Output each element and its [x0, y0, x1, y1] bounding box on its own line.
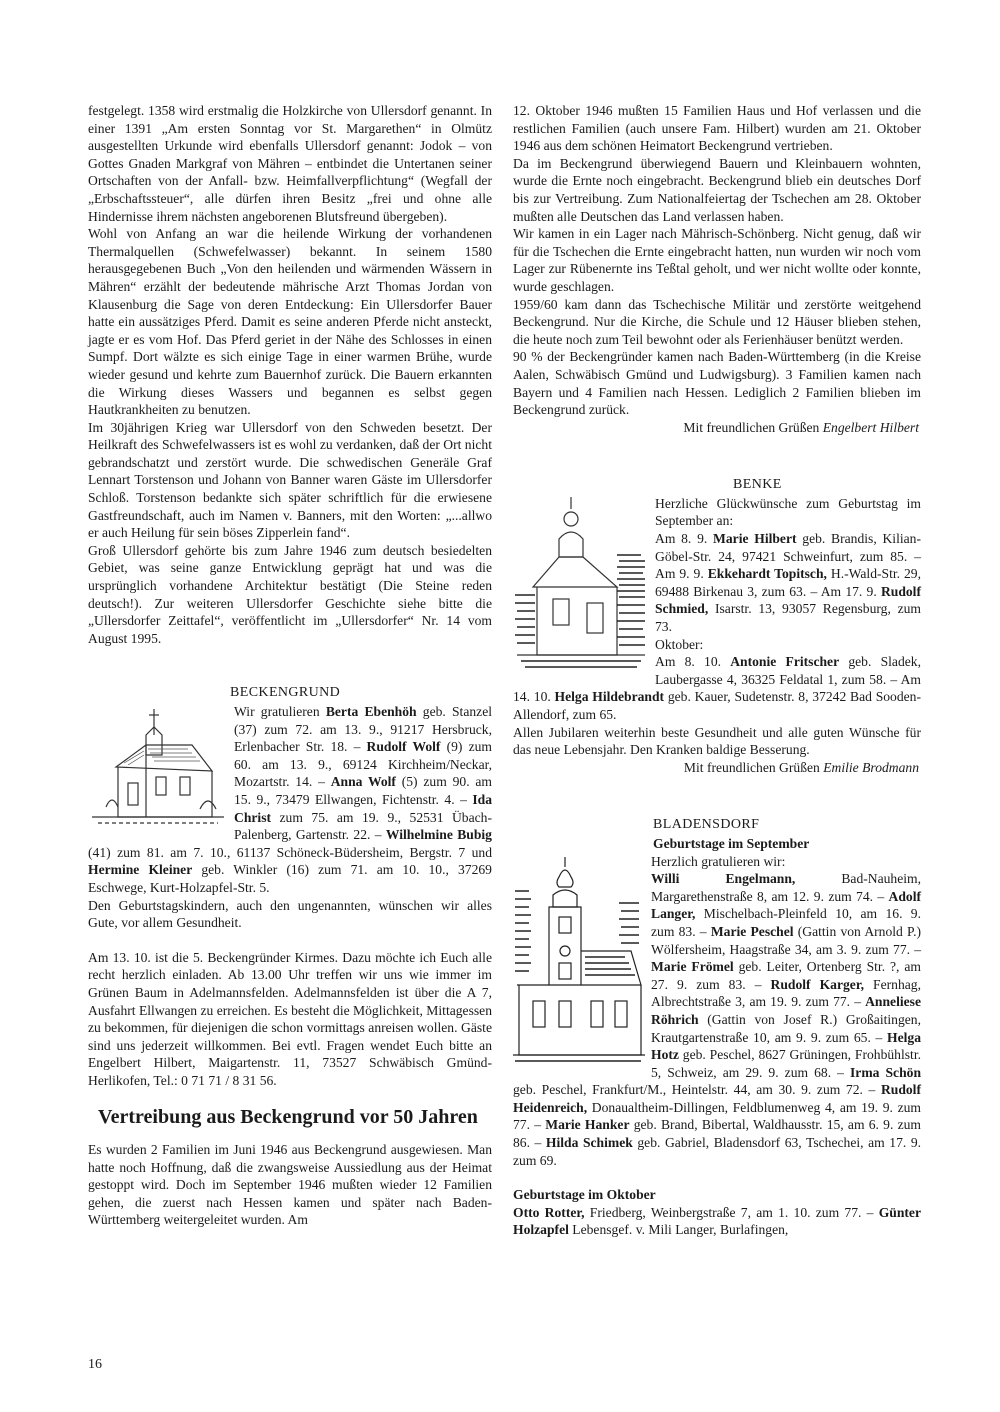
benke-october-label: Oktober: [655, 636, 704, 652]
person-name: Rudolf Wolf [366, 739, 441, 755]
benke-section [513, 476, 921, 776]
bladensdorf-october-birthdays: Otto Rotter, Friedberg, Weinbergstraße 7, am 1. 10. zum 77. – Günter Holzapfel Lebensgef. v. Mili Langer, Burlafingen, [513, 1204, 921, 1238]
paragraph: Im 30jährigen Krieg war Ullersdorf von den Schweden besetzt. Der Heilkraft des Schwefelwassers ist es wohl zu verdanken, daß der Ort nicht gebrandschatzt und zerstört wurde. Die schwedischen Generäle Graf Lennart Torstenson und Johann von Banner waren Gäste im Ullersdorfer Schloß. Torstenson bedankte sich später schriftlich für die erwiesene Gastfreundschaft, auch im Namen v. Banners, mit den Worten: „...allwo er auch Heilung für sein böses Zipperlein fand“. [88, 419, 492, 541]
kirmes-announcement: Am 13. 10. ist die 5. Beckengründer Kirmes. Dazu möchte ich Euch alle recht herzlich einladen. Ab 13.00 Uhr treffen wir uns wie immer im Grünen Baum in Adelmannsfelden. Adelmannsfelden ist über die A 7, Ausfahrt Ellwangen zu erreichen. Es besteht die Möglichkeit, Mittagessen zu bekommen, für diejenigen die schon vormittags anreisen wollen. Gäste sind uns jederzeit willkommen. Bei evtl. Fragen wendet Euch bitte an Engelbert Hilbert, Maigartenstr. 11, 73527 Schwäbisch Gmünd-Herlikofen, Tel.: 0 71 71 / 8 31 56. [88, 949, 492, 1088]
paragraph: Groß Ullersdorf gehörte bis zum Jahre 1946 zum deutsch besiedelten Gebiet, was seine ganze Entwicklung geprägt hat und was die ursprünglich vorhandene Architektur bestätigt (Die Steine reden deutsch!). Zur weiteren Ullersdorfer Geschichte siehe bitte die „Ullersdorfer Zeittafel“, veröffentlicht im „Ullersdorfer“ Nr. 14 vom August 1995. [88, 542, 492, 646]
beckengrund-birthdays: Wir gratulieren Berta Ebenhöh geb. Stanzel (37) zum 72. am 13. 9., 91217 Hersbruck, Erlenbacher Str. 18. – Rudolf Wolf (9) zum 60. am 13. 9., 69124 Kirchheim/Neckar, Mozartstr. 14. – Anna Wolf (5) zum 90. am 15. 9., 73479 Ellwangen, Fichtenstr. 4. – Ida Christ zum 75. am 19. 9., 52531 Übach-Palenberg, Gartenstr. 22. – Wilhelmine Bubig (41) zum 81. am 7. 10., 61137 Schöneck-Büdersheim, Bergstr. 7 und Hermine Kleiner geb. Winkler (16) zum 71. am 10. 10., 37269 Eschwege, Kurt-Holzapfel-Str. 5. [88, 704, 492, 895]
paragraph: Wir kamen in ein Lager nach Mährisch-Schönberg. Nicht genug, daß wir für die Tschechen die Ernte eingebracht hatten, nun wurden wir noch vom Lager zur Rübenernte ins Teßtal geholt, und wer nicht wollte oder konnte, wurde geschlagen. [513, 226, 921, 294]
paragraph: 1959/60 kam dann das Tschechische Militär und zerstörte weitgehend Beckengrund. Nur die Kirche, die Schule und 12 Häuser blieben stehen, die heute noch zum Teil bewohnt oder als Ferienhäuser benützt werden. [513, 296, 921, 347]
paragraph: Wohl von Anfang an war die heilende Wirkung der vorhandenen Thermalquellen (Schwefelwasser) bekannt. In seinem 1580 herausgegebenen Buch „Von den heilenden und wärmenden Wässern in Mähren“ erzählt der bedeutende mährische Arzt Thomas Jordan von Klausenburg die Sage von deren Entdeckung: Ein Ullersdorfer Bauer hatte ein aussätziges Pferd. Damit es seine anderen Pferde nicht ansteckt, jagte er es vom Hof. Das Pferd geriet in der Nähe des Schlosses in einen Sumpf. Dort wälzte es sich einige Tage in einer warmen Brühe, wurde wieder gesund und kehrte zum Bauernhof zurück. Die Bauern erkannten die Wirkung dieses Wassers und begannen es selbst gegen Hautkrankheiten zu benutzen. [88, 226, 492, 418]
paragraph: Da im Beckengrund überwiegend Bauern und Kleinbauern wohnten, wurde die Ernte noch eingebracht. Beckengrund blieb ein deutsches Dorf bis zur Vertreibung. Zum Nationalfeiertag der Tschechen am 28. Oktober mußten alle Deutschen das Land verlassen haben. [513, 155, 921, 224]
person-name: Marie Hilbert [713, 531, 797, 547]
person-name: Willi Engelmann, [651, 871, 796, 887]
beckengrund-section [88, 684, 492, 1089]
person-name: Irma Schön [850, 1064, 921, 1080]
paragraph: festgelegt. 1358 wird erstmalig die Holzkirche von Ullersdorf genannt. In einer 1391 „Am ersten Sonntag vor St. Margarethen“ in Olmütz ausgestellten Urkunde wird ebenfalls Ullersdorf genannt: Jodok – von Gottes Gnaden Markgraf von Mähren – entbindet die Untertanen seiner Ortschaften von der Anfall- bzw. Heimfallverpflichtung“ (Wegfall der „Erbschaftssteuer“, alle dürfen ihren Besitz „frei und ohne alle Hindernisse ihrem nächsten angeborenen Blutsfreund übergeben). [88, 103, 492, 224]
bladensdorf-section [513, 816, 921, 1239]
signature-name: Emilie Brodmann [823, 759, 919, 775]
right-column [513, 102, 921, 1239]
chapel-drawing-benke [513, 495, 649, 673]
person-name: Günter Holzapfel [513, 1204, 921, 1238]
bladensdorf-intro: Herzlich gratulieren wir: [651, 853, 786, 869]
benke-october-birthdays: Am 8. 10. Antonie Fritscher geb. Sladek, Laubergasse 4, 36325 Feldatal 1, zum 58. – Am 14. 10. Helga Hildebrandt geb. Kauer, Sudetenstr. 8, 37242 Bad Sooden-Allendorf, zum 65. [513, 654, 921, 722]
benke-heading: BENKE [733, 477, 782, 493]
church-drawing-beckengrund [88, 705, 228, 835]
person-name: Ida Christ [234, 791, 492, 825]
person-name: Marie Hanker [545, 1117, 630, 1133]
paragraph: Es wurden 2 Familien im Juni 1946 aus Beckengrund ausgewiesen. Man hatte noch Hoffnung, daß die zwangsweise Aussiedlung aus der Heimat gestoppt wird. Doch im September 1946 mußten wieder 12 Familien gehen, die zuerst nach Hessen kamen und später nach Baden-Württemberg weitergeleitet wurden. Am [88, 1142, 492, 1228]
vertreibung-heading: Vertreibung aus Beckengrund vor 50 Jahren [98, 1106, 478, 1129]
person-name: Rudolf Heidenreich, [513, 1082, 921, 1115]
person-name: Helga Hotz [651, 1029, 921, 1063]
bladensdorf-heading: BLADENSDORF [653, 817, 760, 833]
person-name: Rudolf Schmied, [655, 583, 921, 617]
paragraph: Den Geburtstagskindern, auch den ungenannten, wünschen wir alles Gute, vor allem Gesundheit. [88, 897, 492, 931]
signature-name: Engelbert Hilbert [822, 419, 919, 435]
church-drawing-bladensdorf [513, 855, 645, 1069]
person-name: Helga Hildebrandt [554, 689, 665, 705]
person-name: Anneliese Röhrich [651, 994, 921, 1027]
person-name: Marie Frömel [651, 959, 734, 975]
signoff-hilbert: Mit freundlichen Grüßen Engelbert Hilbert [683, 419, 919, 435]
person-name: Berta Ebenhöh [325, 704, 417, 719]
benke-september-birthdays: Am 8. 9. Marie Hilbert geb. Brandis, Kilian-Göbel-Str. 24, 97421 Schweinfurt, zum 85. – Am 9. 9. Ekkehardt Topitsch, H.-Wald-Str. 29, 69488 Birkenau 3, zum 63. – Am 17. 9. Rudolf Schmied, Isarstr. 13, 93057 Regensburg, zum 73. [655, 531, 921, 635]
bladensdorf-september-heading: Geburtstage im September [653, 835, 810, 851]
paragraph: Allen Jubilaren weiterhin beste Gesundheit und alle guten Wünsche für das neue Lebensjahr. Den Kranken baldige Besserung. [513, 724, 921, 758]
person-name: Marie Peschel [710, 923, 794, 939]
person-name: Anna Wolf [330, 774, 396, 790]
benke-intro: Herzliche Glückwünsche zum Geburtstag im September an: [655, 495, 921, 529]
person-name: Hilda Schimek [545, 1135, 633, 1151]
person-name: Ekkehardt Topitsch, [707, 566, 827, 582]
bladensdorf-september-birthdays: Willi Engelmann, Bad-Nauheim, Margarethenstraße 8, am 12. 9. zum 74. – Adolf Langer, Mischelbach-Pleinfeld 10, am 16. 9. zum 83. – Marie Peschel (Gattin von Arnold P.) Wölfersheim, Haagstraße 34, am 3. 9. zum 77. – Marie Frömel geb. Leiter, Ortenberg Str. ?, am 27. 9. zum 83. – Rudolf Karger, Fernhag, Albrechtstraße 3, am 19. 9. zum 77. – Anneliese Röhrich (Gattin von Josef R.) Großaitingen, Krautgartenstraße 10, am 9. 9. zum 65. – Helga Hotz geb. Peschel, 8627 Grüningen, Frohbühlstr. 5, Schweiz, am 29. 9. zum 68. – Irma Schön geb. Peschel, Frankfurt/M., Heintelstr. 44, am 30. 9. zum 72. – Rudolf Heidenreich, Donaualtheim-Dillingen, Feldblumenweg 4, am 19. 9. zum 77. – Marie Hanker geb. Brand, Bibertal, Waldhausstr. 15, am 6. 9. zum 86. – Hilda Schimek geb. Gabriel, Bladensdorf 63, Tschechei, am 17. 9. zum 69. [513, 871, 922, 1168]
person-name: Adolf Langer, [651, 888, 921, 922]
left-column [88, 102, 492, 1229]
paragraph: 12. Oktober 1946 mußten 15 Familien Haus und Hof verlassen und die restlichen Familien (auch unsere Fam. Hilbert) wurden am 21. Oktober 1946 aus dem schönen Heimatort Beckengrund vertrieben. [513, 103, 921, 154]
person-name: Rudolf Karger, [770, 976, 865, 992]
person-name: Hermine Kleiner [88, 862, 193, 878]
signoff-brodmann: Mit freundlichen Grüßen Emilie Brodmann [683, 759, 919, 775]
person-name: Antonie Fritscher [730, 654, 840, 670]
person-name: Otto Rotter, [513, 1204, 585, 1220]
paragraph: 90 % der Beckengründer kamen nach Baden-Württemberg (in die Kreise Aalen, Schwäbisch Gmünd und Ludwigsburg). 3 Familien kamen nach Bayern und 4 Familien nach Hessen. Lediglich 2 Familien blieben im Beckengrund zurück. [513, 349, 921, 418]
beckengrund-heading: BECKENGRUND [230, 685, 341, 701]
person-name: Wilhelmine Bubig [385, 827, 492, 843]
page-number: 16 [88, 1357, 102, 1372]
bladensdorf-october-heading: Geburtstage im Oktober [513, 1187, 656, 1203]
